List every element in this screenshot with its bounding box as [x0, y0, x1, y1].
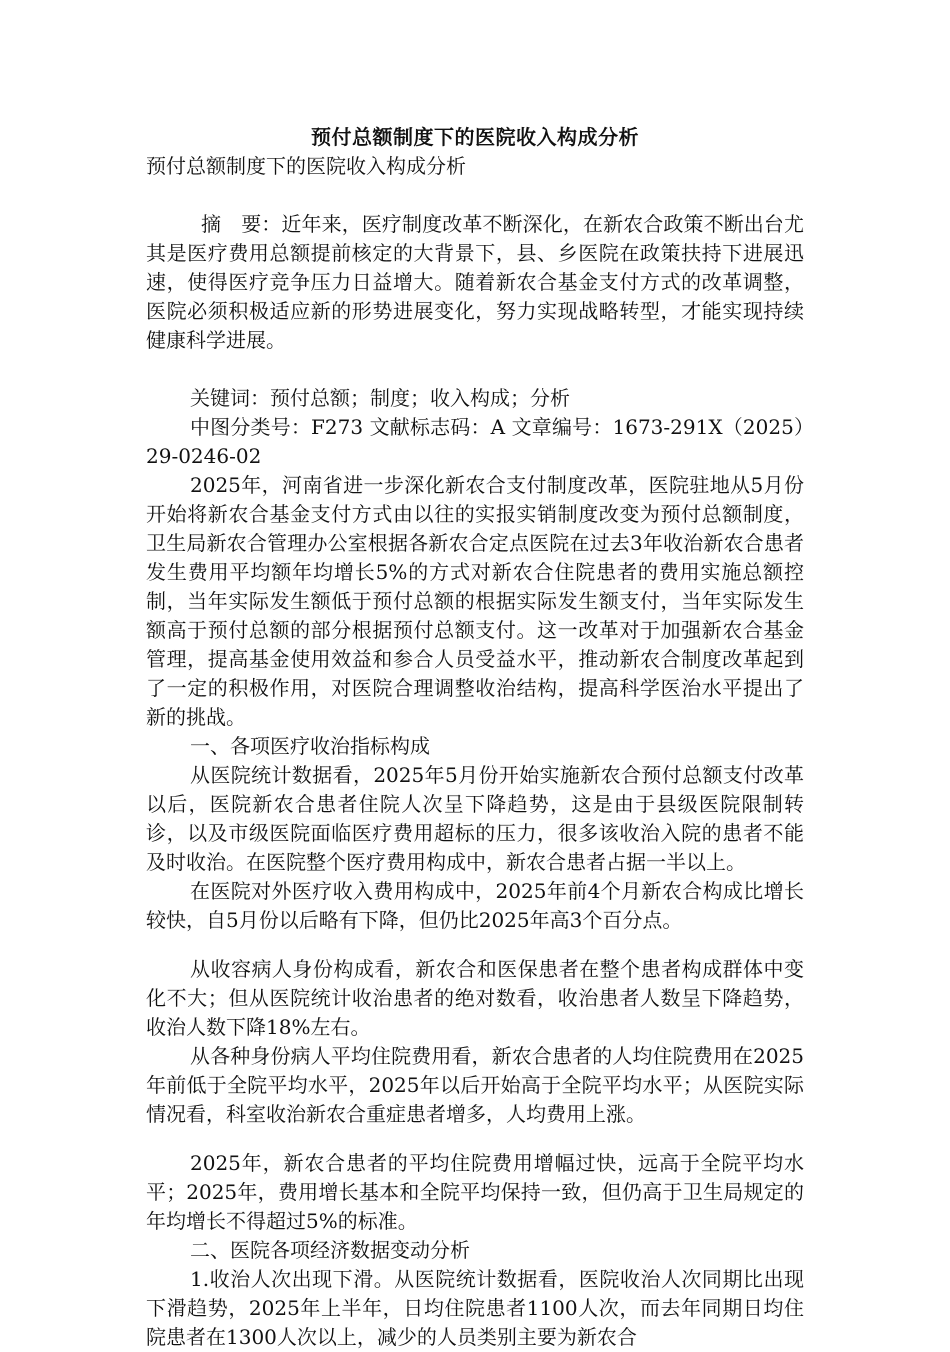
document-page — [146, 122, 804, 1352]
document-title: 预付总额制度下的医院收入构成分析 — [311, 125, 639, 149]
section-heading-2: 二、医院各项经济数据变动分析 — [190, 1238, 470, 1262]
spacer — [146, 935, 804, 955]
document-subtitle: 预付总额制度下的医院收入构成分析 — [146, 154, 466, 178]
body-paragraph: 在医院对外医疗收入费用构成中，2025年前4个月新农合构成比增长较快，自5月份以后略有下降，但仍比2025年高3个百分点。 — [146, 879, 804, 932]
classification-line: 中图分类号：F273 文献标志码：A 文章编号：1673-291X（2025）29-0246-02 — [146, 415, 804, 468]
section-heading-1: 一、各项医疗收治指标构成 — [190, 734, 430, 758]
body-paragraph: 2025年，新农合患者的平均住院费用增幅过快，远高于全院平均水平；2025年，费用增长基本和全院平均保持一致，但仍高于卫生局规定的年均增长不得超过5%的标准。 — [146, 1151, 804, 1233]
spacer — [146, 355, 804, 384]
spacer — [146, 181, 804, 210]
body-paragraph: 从收容病人身份构成看，新农合和医保患者在整个患者构成群体中变化不大；但从医院统计收治患者的绝对数看，收治患者人数呈下降趋势，收治人数下降18%左右。 — [146, 957, 804, 1039]
spacer — [146, 1129, 804, 1149]
keywords-line: 关键词：预付总额；制度；收入构成；分析 — [190, 386, 570, 410]
body-paragraph: 从医院统计数据看，2025年5月份开始实施新农合预付总额支付改革以后，医院新农合患者住院人次呈下降趋势，这是由于县级医院限制转诊，以及市级医院面临医疗费用超标的压力，很多该收治入院的患者不能及时收治。在医院整个医疗费用构成中，新农合患者占据一半以上。 — [146, 763, 804, 874]
body-paragraph: 1.收治人次出现下滑。从医院统计数据看，医院收治人次同期比出现下滑趋势，2025年上半年，日均住院患者1100人次，而去年同期日均住院患者在1300人次以上，减少的人员类别主要为新农合 — [146, 1267, 804, 1349]
abstract-paragraph: 摘 要：近年来，医疗制度改革不断深化，在新农合政策不断出台尤其是医疗费用总额提前核定的大背景下，县、乡医院在政策扶持下进展迅速，使得医疗竞争压力日益增大。随着新农合基金支付方式的改革调整，医院必须积极适应新的形势进展变化，努力实现战略转型，才能实现持续健康科学进展。 — [146, 212, 804, 352]
body-paragraph: 2025年，河南省进一步深化新农合支付制度改革，医院驻地从5月份开始将新农合基金支付方式由以往的实报实销制度改变为预付总额制度，卫生局新农合管理办公室根据各新农合定点医院在过去3年收治新农合患者发生费用平均额年均增长5%的方式对新农合住院患者的费用实施总额控制，当年实际发生额低于预付总额的根据实际发生额支付，当年实际发生额高于预付总额的部分根据预付总额支付。这一改革对于加强新农合基金管理，提高基金使用效益和参合人员受益水平，推动新农合制度改革起到了一定的积极作用，对医院合理调整收治结构，提高科学医治水平提出了新的挑战。 — [146, 473, 804, 729]
body-paragraph: 从各种身份病人平均住院费用看，新农合患者的人均住院费用在2025年前低于全院平均水平，2025年以后开始高于全院平均水平；从医院实际情况看，科室收治新农合重症患者增多，人均费用上涨。 — [146, 1044, 804, 1126]
